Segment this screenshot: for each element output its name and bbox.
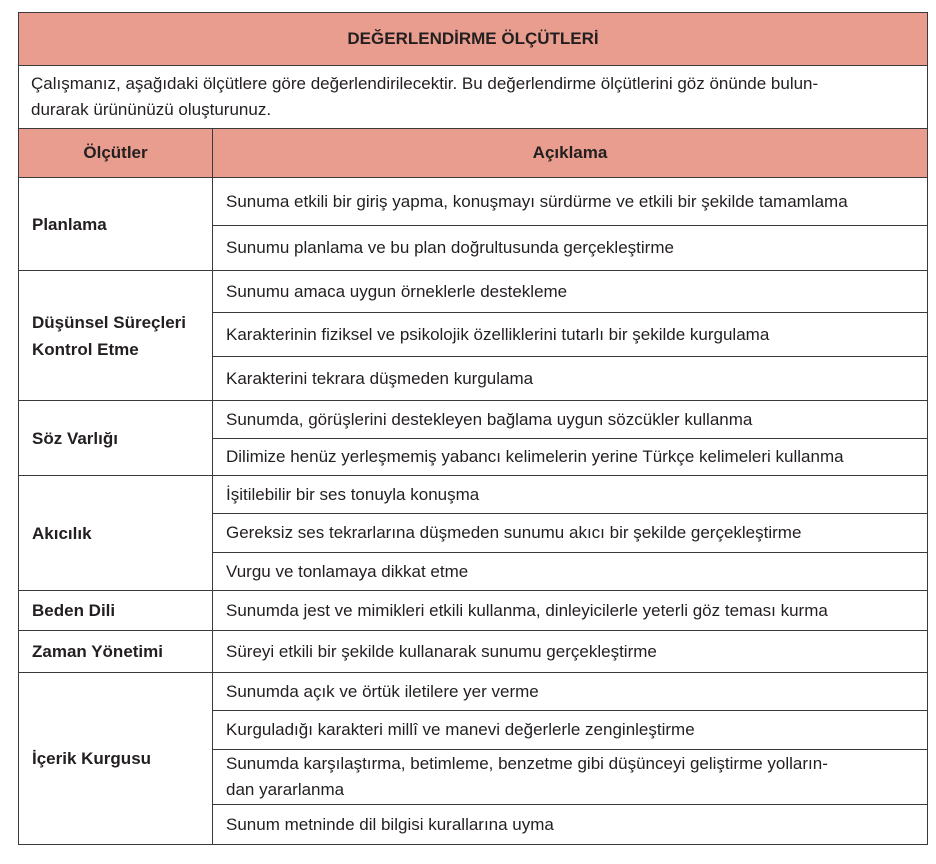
description-cell <box>213 401 928 439</box>
description-text: Sunumda jest ve mimikleri etkili kullanma, dinleyicilerle yeterli göz teması kurma <box>226 600 828 620</box>
description-text: Sunumda açık ve örtük iletilere yer verme <box>226 681 539 701</box>
description-text: Kurguladığı karakteri millî ve manevi değerlerle zenginleştirme <box>226 720 695 739</box>
table-row <box>19 401 928 439</box>
description-cell <box>213 750 928 805</box>
description-cell <box>213 514 928 553</box>
table-row <box>19 476 928 514</box>
description-text: Sunumu planlama ve bu plan doğrultusunda gerçekleştirme <box>226 238 674 257</box>
description-cell <box>213 226 928 271</box>
description-cell <box>213 178 928 226</box>
description-text: Sunuma etkili bir giriş yapma, konuşmayı sürdürme ve etkili bir şekilde tamamlama <box>226 191 848 211</box>
table-row <box>19 631 928 673</box>
description-text: Gereksiz ses tekrarlarına düşmeden sunumu akıcı bir şekilde gerçekleştirme <box>226 523 802 542</box>
description-cell <box>213 476 928 514</box>
description-text-line-2: dan yararlanma <box>226 780 345 799</box>
description-header: Açıklama <box>213 129 928 178</box>
description-cell <box>213 313 928 357</box>
description-text: Karakterinin fiziksel ve psikolojik özelliklerini tutarlı bir şekilde kurgulama <box>226 324 770 344</box>
intro-line-2: durarak ürününüzü oluşturunuz. <box>31 100 272 119</box>
intro-text <box>19 66 928 129</box>
description-cell <box>213 673 928 711</box>
criterion-cell <box>19 401 213 476</box>
criterion-label: İçerik Kurgusu <box>32 749 152 768</box>
description-cell <box>213 631 928 673</box>
table-row <box>19 271 928 313</box>
table-row <box>19 178 928 226</box>
description-text: Sunumda karşılaştırma, betimleme, benzetme gibi düşünceyi geliştirme yolların- <box>226 754 828 773</box>
description-text: Süreyi etkili bir şekilde kullanarak sunumu gerçekleştirme <box>226 641 657 661</box>
table-row <box>19 591 928 631</box>
description-text: Vurgu ve tonlamaya dikkat etme <box>226 561 469 581</box>
table-row <box>19 673 928 711</box>
criterion-label: Planlama <box>32 214 107 234</box>
intro-row <box>19 66 928 129</box>
title-row <box>19 13 928 66</box>
criterion-cell <box>19 591 213 631</box>
criterion-label: Akıcılık <box>32 523 92 543</box>
criterion-label: Söz Varlığı <box>32 428 118 448</box>
description-cell <box>213 805 928 845</box>
criterion-label-line-2: Kontrol Etme <box>32 339 139 359</box>
description-cell <box>213 439 928 476</box>
criterion-cell <box>19 271 213 401</box>
criterion-cell <box>19 476 213 591</box>
description-cell <box>213 357 928 401</box>
criterion-cell <box>19 631 213 673</box>
evaluation-criteria-table <box>18 12 928 845</box>
criterion-label: Beden Dili <box>32 601 116 620</box>
table-title: DEĞERLENDİRME ÖLÇÜTLERİ <box>19 13 928 66</box>
criterion-label: Zaman Yönetimi <box>32 642 163 661</box>
description-text: Karakterini tekrara düşmeden kurgulama <box>226 368 534 388</box>
description-text: İşitilebilir bir ses tonuyla konuşma <box>226 484 480 504</box>
description-text: Sunum metninde dil bilgisi kurallarına uyma <box>226 814 554 834</box>
criterion-cell <box>19 178 213 271</box>
criterion-cell <box>19 673 213 845</box>
header-row <box>19 129 928 178</box>
criterion-label: Düşünsel Süreçleri <box>32 312 187 332</box>
description-cell <box>213 591 928 631</box>
intro-line-1: Çalışmanız, aşağıdaki ölçütlere göre değerlendirilecektir. Bu değerlendirme ölçütlerini göz önünde bulun- <box>31 74 819 93</box>
description-text: Sunumu amaca uygun örneklerle destekleme <box>226 281 568 301</box>
description-text: Dilimize henüz yerleşmemiş yabancı kelimelerin yerine Türkçe kelimeleri kullanma <box>226 447 844 466</box>
description-cell <box>213 711 928 750</box>
description-cell <box>213 271 928 313</box>
description-text: Sunumda, görüşlerini destekleyen bağlama uygun sözcükler kullanma <box>226 409 753 429</box>
criteria-header: Ölçütler <box>19 129 213 178</box>
description-cell <box>213 553 928 591</box>
